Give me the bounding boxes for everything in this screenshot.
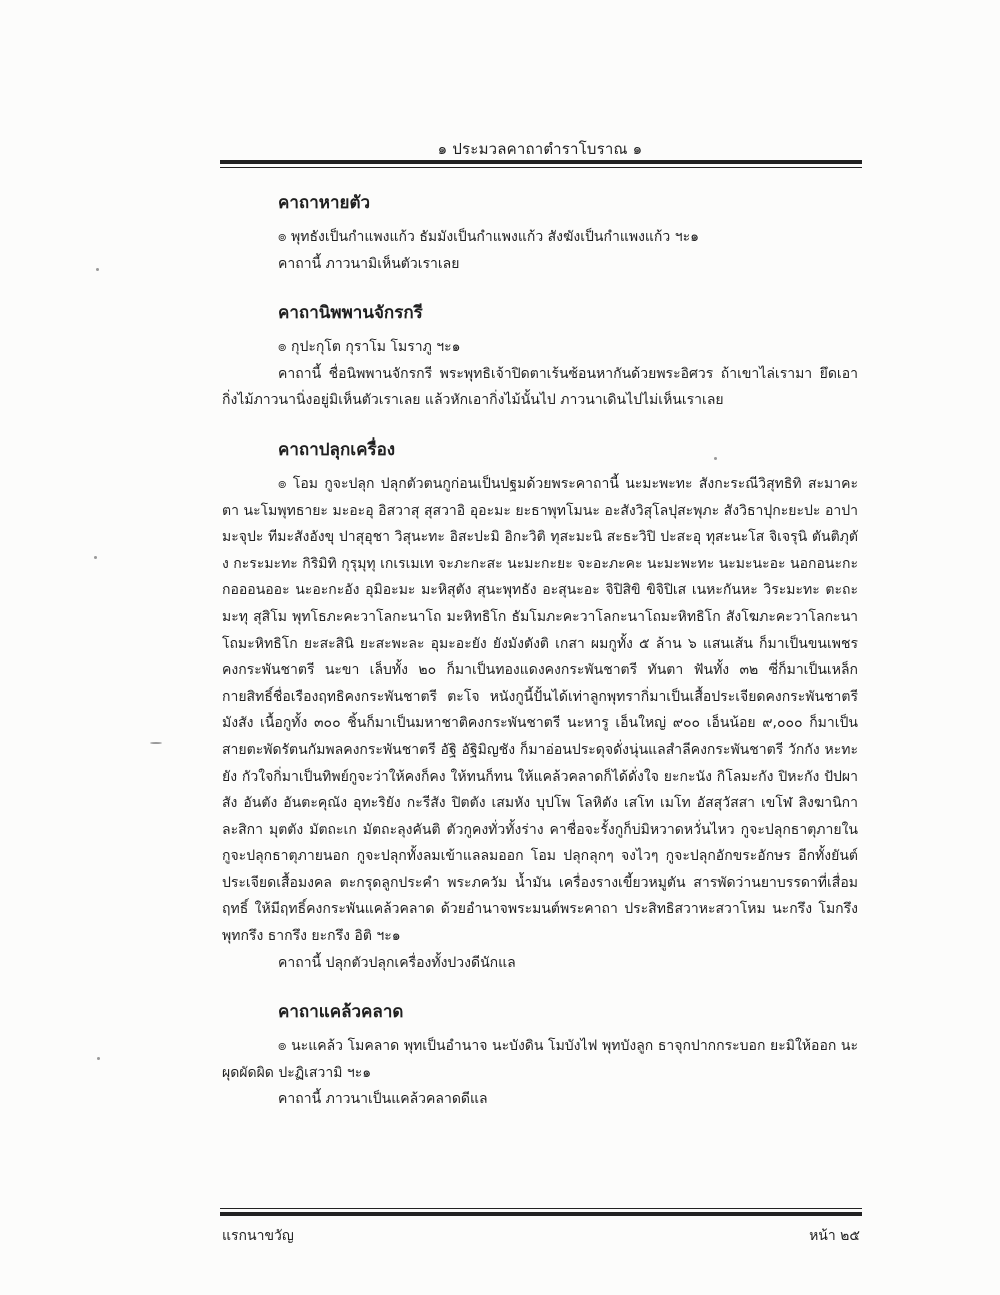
note-line: คาถานี้ ภาวนามิเห็นตัวเราเลย <box>278 255 460 272</box>
note-line: คาถานี้ ปลุกตัวปลุกเครื่องทั้งปวงดีนักแล <box>278 954 516 971</box>
scan-speck <box>97 1057 100 1060</box>
scan-speck <box>94 556 97 559</box>
page-number: หน้า ๒๕ <box>809 1228 860 1244</box>
footer-rule-thin <box>220 1208 862 1209</box>
chant-paragraph: ๏ นะแคล้ว โมคลาด พุทเป็นอำนาจ นะบังดิน โมบังไฟ พุทบังลูก ธาจุกปากกระบอก ยะมิให้ออก นะผุดผัดผิด ปะฏิเสวามิ ฯะ๑ <box>222 1038 858 1081</box>
section-title: คาถาหายตัว <box>278 193 371 213</box>
footer-book-title: แรกนาขวัญ <box>222 1228 294 1244</box>
section-title: คาถานิพพานจักรกรี <box>278 303 423 324</box>
header-rule-thin <box>220 167 862 168</box>
note-line: คาถานี้ ภาวนาเป็นแคล้วคลาดดีแล <box>278 1091 488 1108</box>
section-title: คาถาปลุกเครื่อง <box>278 439 396 460</box>
scan-speck <box>96 268 99 271</box>
scan-speck <box>150 742 162 744</box>
section-awaken <box>222 437 858 976</box>
section-evade <box>222 999 858 1113</box>
running-header: ๑ ประมวลคาถาตำราโบราณ ๑ <box>437 140 643 158</box>
chant-line: ๏ กุปะกุโต กุราโม โมราภู ฯะ๑ <box>278 339 461 356</box>
header-rule-thick <box>220 160 862 164</box>
section-title: คาถาแคล้วคลาด <box>278 1002 404 1023</box>
section-disappear <box>222 190 858 277</box>
chant-paragraph: ๏ โอม กูจะปลุก ปลุกตัวตนกูก่อนเป็นปฐมด้วยพระคาถานี้ นะมะพะทะ สังกะระณีวิสุทธิทิ สะมาคะตา นะโมพุทธายะ มะอะอุ อิสวาสุ สุสวาอิ อุอะมะ ยะธาพุทโมนะ อะสังวิสุโลปุสะพุภะ สังวิธาปุกะยะปะ อาปามะจุปะ ทีมะสังอังขุ ปาสุอุชา วิสุนะทะ อิสะปะมิ อิกะวิติ ทุสะมะนิ สะธะวิปิ ปะสะอุ ทุสะนะโส จิเจรุนิ ตันติภุตัง กะระมะทะ กิริมิทิ กุรุมุทุ เกเรเมเท จะภะกะสะ นะมะกะยะ จะอะภะคะ นะมะพะทะ นะมะนะอะ นอกอนะกะ กอออนออะ นะอะกะอัง อุมิอะมะ มะหิสุตัง สุนะพุทธัง อะสุนะอะ จิปิสิขิ ขิจิปิเส เนหะกันหะ วิระมะทะ ตะถะมะทุ สุสิโม พุทโธภะคะวาโลกะนาโถ มะหิทธิโก ธัมโมภะคะวาโลกะนาโถมะหิทธิโก สังโฆภะคะวาโลกะนาโถมะหิทธิโก ยะสะสินิ ยะสะพะละ อุมะอะยัง ยังมังตังติ เกสา ผมกูทั้ง ๕ ล้าน ๖ แสนเส้น ก็มาเป็นขนเพชรคงกระพันชาตรี นะขา เล็บทั้ง ๒๐ ก็มาเป็นทองแดงคงกระพันชาตรี ทันตา ฟันทั้ง ๓๒ ซี่ก็มาเป็นเหล็กกายสิทธิ์ชื่อเรืองฤทธิคงกระพันชาตรี ตะโจ หนังกูนี้ปั้นได้เท่าลูกพุทรากิ่มาเป็นเสื้อประเจียดคงกระพันชาตรี มังสัง เนื้อกูทั้ง ๓๐๐ ชิ้นก็มาเป็นมหาชาติคงกระพันชาตรี นะหารู เอ็นใหญ่ ๙๐๐ เอ็นน้อย ๙,๐๐๐ ก็มาเป็นสายตะพัดรัตนกัมพลคงกระพันชาตรี อัฐิ อัฐิมิญชัง ก็มาอ่อนประดุจดั่งนุ่นแลสำลีคงกระพันชาตรี วักกัง หะทะยัง กัวใจกิ่มาเป็นทิพย์กูจะว่าให้คงก็คง ให้ทนก็ทน ให้แคล้วคลาดก็ได้ดั่งใจ ยะกะนัง กิโลมะกัง ปิหะกัง ปัปผาสัง อันตัง อันตะคุณัง อุทะริยัง กะรีสัง ปิตตัง เสมหัง บุปโพ โลหิตัง เสโท เมโท อัสสุวัสสา เขโฬ สิงฆานิกา ละสิกา มุตตัง มัตถะเก มัตถะลุงคันติ ตัวกูคงทั่วทั้งร่าง คาชื่อจะรั้งกูก็บ่มิหวาดหวั่นไหว กูจะปลุกธาตุภายใน กูจะปลุกธาตุภายนอก กูจะปลุกทั้งลมเข้าแลลมออก โอม ปลุกลุกๆ จงไวๆ กูจะปลุกอักขระอักษร อีกทั้งยันต์ประเจียดเสื้อมงคล ตะกรุดลูกประคำ พระภควัม น้ำมัน เครื่องรางเขี้ยวหมูตัน สารพัดว่านยาบรรดาที่เสื่อมฤทธิ์ ให้มีฤทธิ์คงกระพันแคล้วคลาด ด้วยอำนาจพระมนต์พระคาถา ประสิทธิสวาหะสวาโหม นะกรึง โมกรึง พุทกรึง ธากรึง ยะกรึง อิติ ฯะ๑ <box>222 475 858 945</box>
footer-rule-thick <box>220 1212 862 1216</box>
chant-line: ๏ พุทธังเป็นกำแพงแก้ว ธัมมังเป็นกำแพงแก้ว สังฆังเป็นกำแพงแก้ว ฯะ๑ <box>278 229 699 245</box>
note-paragraph: คาถานี้ ชื่อนิพพานจักรกรี พระพุทธิเจ้าปิดตาเร้นซ้อนหากันด้วยพระอิศวร ถ้าเขาไล่เรามา ยึดเอากิ่งไม้ภาวนานิ่งอยู่มิเห็นตัวเราเลย แล้วหักเอากิ่งไม้นั้นไป ภาวนาเดินไปไม่เห็นเราเลย <box>222 365 858 409</box>
section-nipphan <box>222 300 858 414</box>
main-content <box>222 190 858 1136</box>
